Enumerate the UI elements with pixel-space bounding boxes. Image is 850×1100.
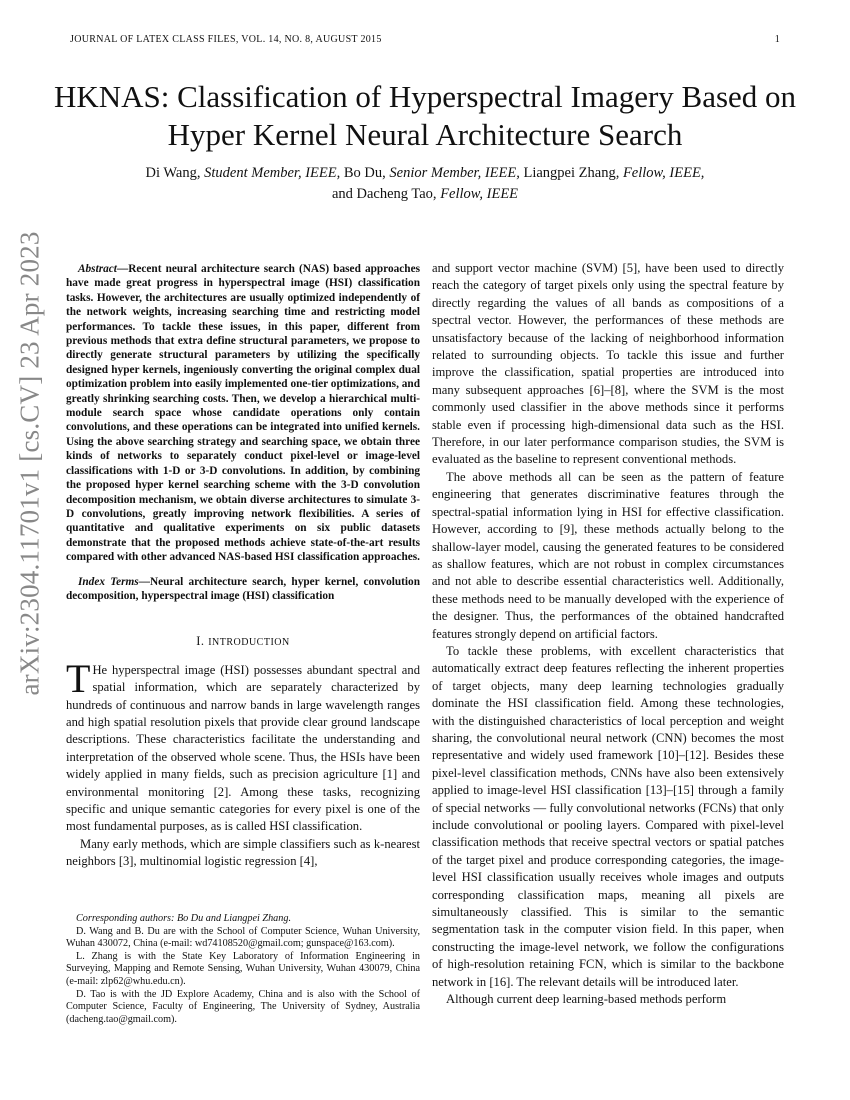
author-role: Fellow, IEEE, bbox=[622, 165, 705, 181]
author-list bbox=[60, 163, 790, 205]
author-role: Student Member, IEEE, bbox=[204, 165, 341, 181]
right-column bbox=[432, 260, 784, 1008]
intro-paragraph bbox=[66, 655, 420, 836]
footnote: L. Zhang is with the State Key Laboratory of Information Engineering in Surveying, Mapping and Remote Sensing, Wuhan University, Wuhan 430079, China (e-mail: zlp62@whu.edu.cn). bbox=[66, 950, 420, 987]
footnote-corresponding: Corresponding authors: Bo Du and Liangpei Zhang. bbox=[76, 913, 291, 924]
intro-paragraph: Many early methods, which are simple classifiers such as k-nearest neighbors [3], multinomial logistic regression [4], bbox=[66, 836, 420, 869]
author-role: Senior Member, IEEE, bbox=[389, 165, 520, 181]
arxiv-identifier: arXiv:2304.11701v1 [cs.CV] 23 Apr 2023 bbox=[14, 231, 45, 696]
footnotes bbox=[66, 913, 420, 1026]
body-paragraph: The above methods all can be seen as the pattern of feature engineering that generates discriminative features through the spectral-spatial information lying in HSI for effective classification. However, according to [9], these methods actually belong to the shallow-layer model, causing the generated features to be considered as shallow features, which are not robust in complex circumstances and not able to describe essential characteristics well. Additionally, these methods need to be manually developed with the experience of the designer. Thus, the performances of the obtained handcrafted features strongly depend on artificial factors. bbox=[432, 469, 784, 641]
body-paragraph: To tackle these problems, with excellent characteristics that automatically extract deep features reflecting the inherent properties of target objects, many deep learning technologies gradually dominate the HSI classification field. Among these technologies, with the distinguished characteristics of local perception and weight sharing, the convolutional neural network (CNN) becomes the most representative and widely used framework [10]–[12]. Besides these pixel-level classification methods, CNNs have also been extensively applied to image-level HSI classification [13]–[15] through a family of special networks — fully convolutional networks (FCNs) that only include convolutional or pooling layers. Compared with pixel-level classification methods that receive spectral vectors or spatial patches of the target pixel and produce corresponding categories, the image-level HSI classification usually receives whole images and outputs corresponding classification maps, meaning all pixels are simultaneously classified. This is similar to the semantic segmentation task in the computer vision field. In this paper, when constructing the image-level network, we follow the configurations of high-resolution retaining FCN, which is similar to the backbone network in [16]. The relevant details will be introduced later. bbox=[432, 643, 784, 989]
page-number: 1 bbox=[774, 34, 780, 45]
left-column bbox=[66, 262, 420, 871]
footnote: D. Wang and B. Du are with the School of Computer Science, Wuhan University, Wuhan 430072, China (e-mail: wd74108520@gmail.com; gunspace@163.com). bbox=[66, 925, 420, 950]
author-name: Di Wang, bbox=[145, 165, 201, 181]
section-title: INTRODUCTION bbox=[208, 637, 290, 649]
author-name: Liangpei Zhang, bbox=[523, 165, 620, 181]
journal-info: JOURNAL OF LATEX CLASS FILES, VOL. 14, NO. 8, AUGUST 2015 bbox=[70, 34, 382, 45]
author-name: Bo Du, bbox=[343, 165, 386, 181]
dropcap: T bbox=[66, 655, 91, 701]
index-terms bbox=[66, 575, 420, 604]
arxiv-sidebar bbox=[10, 231, 50, 696]
author-role: Fellow, IEEE bbox=[440, 186, 519, 202]
body-paragraph: Although current deep learning-based methods perform bbox=[446, 992, 727, 1007]
body-paragraph: and support vector machine (SVM) [5], have been used to directly reach the category of target pixels only using the spectral feature by directly regarding the values of all bands as compositions of a spectral vector. However, the performances of these methods are unsatisfactory because of the lacking of neighborhood information related to surrounding objects. To tackle this issue and further improve the classification, spatial properties are introduced into many subsequent approaches [6]–[8], where the SVM is the most commonly used classifier in the above methods since it performs stable even if processing high-dimensional data such as the HSI. Therefore, in our later performance comparison studies, the SVM is evaluated as the baseline to represent conventional methods. bbox=[432, 261, 784, 467]
paper-title: HKNAS: Classification of Hyperspectral Imagery Based on Hyper Kernel Neural Architecture Search bbox=[53, 79, 797, 152]
abstract-label: Abstract bbox=[78, 263, 117, 275]
running-head bbox=[70, 34, 780, 45]
abstract-text: —Recent neural architecture search (NAS) based approaches have made great progress in hyperspectral image (HSI) classification tasks. However, the architectures are usually optimized independently of the network weights, increasing searching time and restricting model performances. To tackle these issues, in this paper, different from previous methods that extra define structural parameters, we propose to directly generate structural parameters by utilizing the specifically designed hyper kernels, ingeniously converting the original complex dual optimization problem into easily implemented one-tier optimizations, and greatly shrinking searching costs. Then, we develop a hierarchical multi-module search space whose candidate operations only contain convolutions, and these operations can be integrated into unified kernels. Using the above searching strategy and searching space, we obtain three kinds of networks to separately conduct pixel-level or image-level classifications with 1-D or 3-D convolutions. In addition, by combining the proposed hyper kernel searching scheme with the 3-D convolution decomposition mechanism, we obtain diverse architectures to simulate 3-D convolutions, greatly improving network flexibilities. A series of quantitative and qualitative experiments on six public datasets demonstrate that the proposed methods achieve state-of-the-art results compared with other advanced NAS-based HSI classification approaches. bbox=[66, 263, 420, 564]
abstract bbox=[66, 262, 420, 565]
author-name: and Dacheng Tao, bbox=[331, 186, 437, 202]
footnote: D. Tao is with the JD Explore Academy, China and is also with the School of Computer Science, Faculty of Engineering, The University of Sydney, Australia (dacheng.tao@gmail.com). bbox=[66, 988, 420, 1025]
index-terms-label: Index Terms bbox=[78, 575, 139, 588]
section-numeral: I. bbox=[196, 634, 205, 649]
intro-paragraph-text: He hyperspectral image (HSI) possesses abundant spectral and spatial information, which are separately characterized by hundreds of continuous and narrow bands in large wavelength ranges and high spatial resolution pixels that provide clear ground landscape descriptions. These characteristics facilitate the understanding and interpretation of the observed whole scene. Thus, the HSIs have been widely applied in many fields, such as precision agriculture [1] and environmental monitoring [2]. Among these tasks, recognizing specific and unique semantic categories for every pixel is one of the most fundamental purposes, as is called HSI classification. bbox=[66, 662, 420, 834]
index-terms-text: —Neural architecture search, hyper kernel, convolution decomposition, hyperspectral image (HSI) classification bbox=[66, 575, 420, 602]
section-heading bbox=[66, 633, 420, 651]
